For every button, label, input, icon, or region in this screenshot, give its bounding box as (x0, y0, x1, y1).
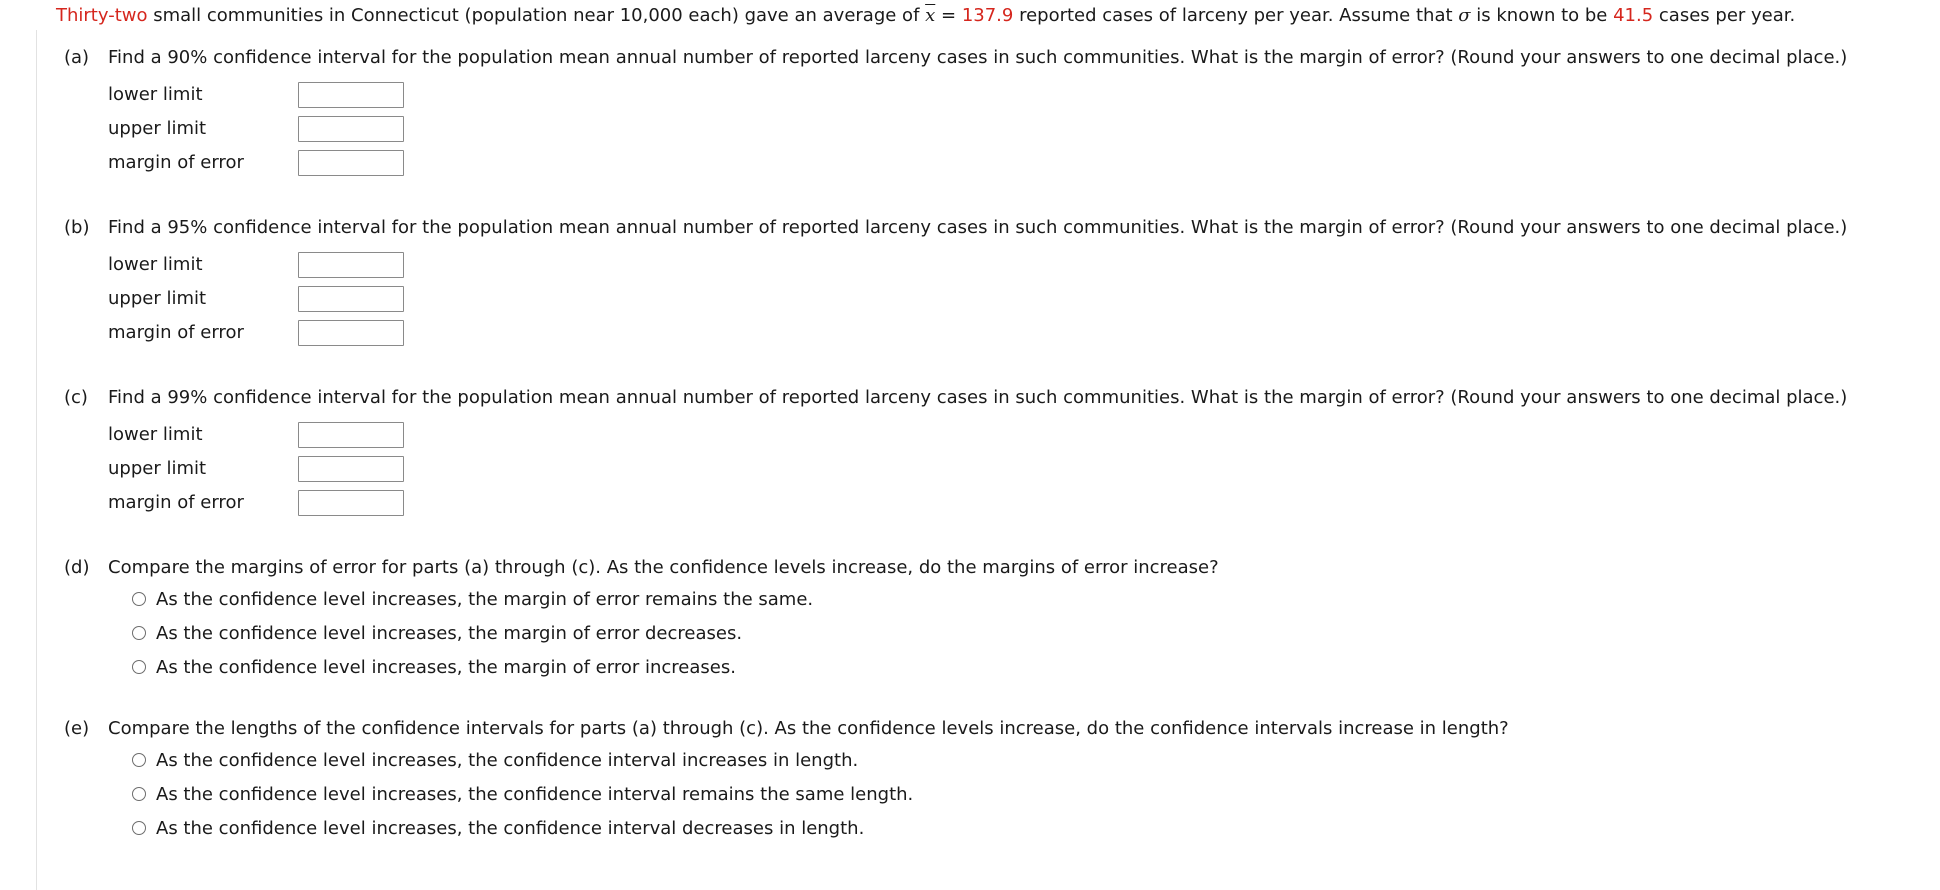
part-b (64, 216, 1924, 343)
intro-text-3: is known to be (1470, 5, 1614, 26)
left-border-rule (36, 30, 37, 890)
problem-statement (56, 4, 1795, 28)
part-c-margin-row (108, 488, 404, 518)
part-a-letter: (a) (64, 47, 90, 68)
part-c-lower-input[interactable] (298, 422, 404, 448)
part-b-upper-input[interactable] (298, 286, 404, 312)
sample-mean-value: 137.9 (961, 5, 1014, 26)
intro-text-4: cases per year. (1653, 5, 1796, 26)
part-c-margin-input[interactable] (298, 490, 404, 516)
part-d-option-1[interactable] (132, 586, 813, 612)
intro-equals: = (935, 5, 962, 26)
sample-size-value: Thirty-two (56, 5, 148, 26)
part-b-margin-input[interactable] (298, 320, 404, 346)
part-c-question: Find a 99% confidence interval for the population mean annual number of reported larceny cases in such communities. What is the margin of error? (Round your answers to one decimal place.) (108, 387, 1848, 408)
part-e-option-3[interactable] (132, 815, 864, 841)
intro-text-1: small communities in Connecticut (population near 10,000 each) gave an average of (147, 5, 926, 26)
part-e-header (64, 717, 1924, 741)
part-a-question: Find a 90% confidence interval for the population mean annual number of reported larceny cases in such communities. What is the margin of error? (Round your answers to one decimal place.) (108, 47, 1848, 68)
part-c-upper-row (108, 454, 404, 484)
radio-button-icon[interactable] (132, 592, 146, 606)
part-c-lower-row (108, 420, 404, 450)
part-a-margin-row (108, 148, 404, 178)
part-c-margin-label: margin of error (108, 492, 244, 513)
radio-button-icon[interactable] (132, 821, 146, 835)
part-d-option-3-label[interactable]: As the confidence level increases, the margin of error increases. (156, 656, 736, 678)
part-d-letter: (d) (64, 557, 90, 578)
part-d (64, 556, 1924, 678)
sigma-value: 41.5 (1613, 5, 1654, 26)
part-e-option-1[interactable] (132, 747, 858, 773)
part-e-letter: (e) (64, 718, 90, 739)
part-b-margin-label: margin of error (108, 322, 244, 343)
part-b-letter: (b) (64, 217, 90, 238)
part-b-margin-row (108, 318, 404, 348)
part-c-upper-label: upper limit (108, 458, 207, 479)
part-e (64, 717, 1924, 839)
part-d-option-3[interactable] (132, 654, 736, 680)
part-a-upper-input[interactable] (298, 116, 404, 142)
part-d-option-2[interactable] (132, 620, 742, 646)
part-a-lower-row (108, 80, 404, 110)
part-c-upper-input[interactable] (298, 456, 404, 482)
radio-button-icon[interactable] (132, 753, 146, 767)
part-e-option-3-label[interactable]: As the confidence level increases, the confidence interval decreases in length. (156, 817, 865, 839)
part-b-lower-row (108, 250, 404, 280)
part-d-question: Compare the margins of error for parts (a) through (c). As the confidence levels increase, do the margins of error increase? (108, 557, 1219, 578)
sigma-symbol: σ (1458, 5, 1471, 26)
part-a-upper-row (108, 114, 404, 144)
intro-text-2: reported cases of larceny per year. Assume that (1013, 5, 1459, 26)
part-c (64, 386, 1924, 513)
radio-button-icon[interactable] (132, 626, 146, 640)
part-a-upper-label: upper limit (108, 118, 207, 139)
part-b-lower-label: lower limit (108, 254, 203, 275)
part-e-question: Compare the lengths of the confidence intervals for parts (a) through (c). As the confidence levels increase, do the confidence intervals increase in length? (108, 718, 1509, 739)
part-b-upper-label: upper limit (108, 288, 207, 309)
part-b-header (64, 216, 1924, 240)
xbar-symbol: $\overline{x}$ (925, 5, 936, 26)
part-a (64, 46, 1924, 173)
part-b-question: Find a 95% confidence interval for the population mean annual number of reported larceny cases in such communities. What is the margin of error? (Round your answers to one decimal place.) (108, 217, 1848, 238)
part-d-option-2-label[interactable]: As the confidence level increases, the margin of error decreases. (156, 622, 743, 644)
part-b-lower-input[interactable] (298, 252, 404, 278)
part-a-margin-label: margin of error (108, 152, 244, 173)
part-d-header (64, 556, 1924, 580)
part-a-header (64, 46, 1924, 70)
part-c-lower-label: lower limit (108, 424, 203, 445)
part-e-option-2-label[interactable]: As the confidence level increases, the confidence interval remains the same length. (156, 783, 914, 805)
part-e-option-2[interactable] (132, 781, 913, 807)
part-a-lower-label: lower limit (108, 84, 203, 105)
radio-button-icon[interactable] (132, 660, 146, 674)
part-e-option-1-label[interactable]: As the confidence level increases, the confidence interval increases in length. (156, 749, 859, 771)
part-b-upper-row (108, 284, 404, 314)
radio-button-icon[interactable] (132, 787, 146, 801)
part-c-letter: (c) (64, 387, 88, 408)
part-a-lower-input[interactable] (298, 82, 404, 108)
part-d-option-1-label[interactable]: As the confidence level increases, the margin of error remains the same. (156, 588, 814, 610)
part-c-header (64, 386, 1924, 410)
part-a-margin-input[interactable] (298, 150, 404, 176)
